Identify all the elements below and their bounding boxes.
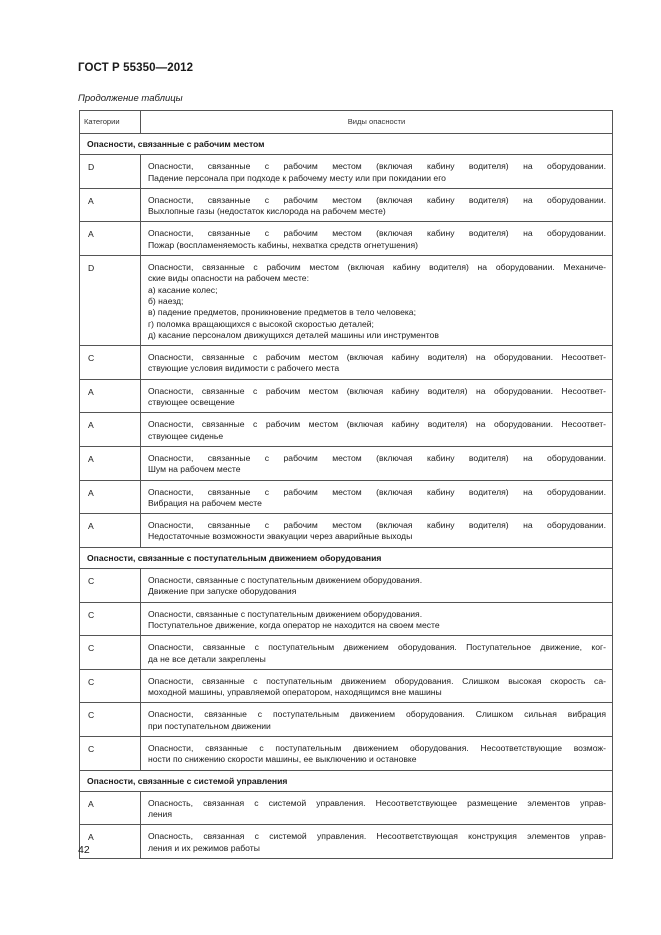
- description-line: ствующее освещение: [148, 397, 235, 408]
- description-line: Опасности, связанные с рабочим местом (включая кабину водителя) на оборудовании. Несоответ-: [148, 385, 606, 396]
- description-line: ствующее сиденье: [148, 430, 224, 441]
- hazard-description-cell: [141, 346, 613, 380]
- description-line: ления и их режимов работы: [148, 842, 260, 853]
- category-cell: А: [80, 480, 141, 514]
- table-body: [80, 134, 613, 859]
- hazard-description-cell: [141, 188, 613, 222]
- hazard-description-cell: [141, 446, 613, 480]
- description-line: в) падение предметов, проникновение предметов в тело человека;: [148, 307, 416, 318]
- table-row: [80, 446, 613, 480]
- hazard-description-cell: [141, 636, 613, 670]
- hazard-description-cell: [141, 256, 613, 346]
- section-title: Опасности, связанные с поступательным движением оборудования: [80, 547, 613, 568]
- description-line: Опасности, связанные с поступательным движением оборудования. Слишком высокая скорость са-: [148, 675, 606, 686]
- table-row: [80, 346, 613, 380]
- category-cell: С: [80, 736, 141, 770]
- description-line: Недостаточные возможности эвакуации через аварийные выходы: [148, 531, 413, 542]
- description-line: Выхлопные газы (недостаток кислорода на рабочем месте): [148, 206, 386, 217]
- description-line: Опасности, связанные с рабочим местом (включая кабину водителя) на оборудовании.: [148, 486, 606, 497]
- hazard-description-cell: [141, 703, 613, 737]
- category-cell: С: [80, 669, 141, 703]
- hazard-description-cell: [141, 222, 613, 256]
- hazard-description-cell: [141, 413, 613, 447]
- description-line: Опасности, связанные с поступательным движением оборудования. Слишком сильная вибрация: [148, 709, 606, 720]
- hazard-description-cell: [141, 791, 613, 825]
- section-header-row: [80, 770, 613, 791]
- category-cell: А: [80, 188, 141, 222]
- table-row: [80, 569, 613, 603]
- description-line: б) наезд;: [148, 295, 184, 306]
- table-row: [80, 825, 613, 859]
- category-cell: А: [80, 825, 141, 859]
- description-line: Опасности, связанные с рабочим местом (включая кабину водителя) на оборудовании. Несоответ-: [148, 352, 606, 363]
- page-number: 42: [78, 844, 90, 856]
- table-row: [80, 636, 613, 670]
- hazard-description-cell: [141, 825, 613, 859]
- category-cell: А: [80, 222, 141, 256]
- category-cell: С: [80, 602, 141, 636]
- hazard-description-cell: [141, 155, 613, 189]
- table-row: [80, 155, 613, 189]
- description-line: ские виды опасности на рабочем месте:: [148, 273, 309, 284]
- description-line: Поступательное движение, когда оператор не находится на своем месте: [148, 619, 440, 630]
- hazard-description-cell: [141, 379, 613, 413]
- section-header-row: [80, 134, 613, 155]
- description-line: ности по снижению скорости машины, ее выключению и остановке: [148, 754, 417, 765]
- description-line: Опасности, связанные с рабочим местом (включая кабину водителя) на оборудовании. Механиче-: [148, 262, 606, 273]
- description-line: Вибрация на рабочем месте: [148, 497, 262, 508]
- description-line: Падение персонала при подходе к рабочему месту или при покидании его: [148, 172, 446, 183]
- table-row: [80, 514, 613, 548]
- description-line: г) поломка вращающихся с высокой скоростью деталей;: [148, 318, 374, 329]
- category-cell: С: [80, 569, 141, 603]
- table-row: [80, 669, 613, 703]
- table-caption: Продолжение таблицы: [78, 93, 183, 104]
- description-line: Опасности, связанные с поступательным движением оборудования. Поступательное движение, ког-: [148, 642, 606, 653]
- table-row: [80, 379, 613, 413]
- category-cell: А: [80, 791, 141, 825]
- category-cell: А: [80, 446, 141, 480]
- category-cell: D: [80, 256, 141, 346]
- description-line: Опасности, связанные с рабочим местом (включая кабину водителя) на оборудовании.: [148, 194, 606, 205]
- description-line: Опасности, связанные с поступательным движением оборудования.: [148, 608, 423, 619]
- category-cell: С: [80, 346, 141, 380]
- section-title: Опасности, связанные с системой управления: [80, 770, 613, 791]
- description-line: при поступательном движении: [148, 720, 271, 731]
- category-cell: С: [80, 703, 141, 737]
- table-header-row: [80, 111, 613, 134]
- description-line: Опасность, связанная с системой управления. Несоответствующее размещение элементов управ-: [148, 797, 606, 808]
- table-row: [80, 256, 613, 346]
- description-line: Шум на рабочем месте: [148, 464, 241, 475]
- header-category: Категории: [80, 111, 141, 134]
- section-header-row: [80, 547, 613, 568]
- header-hazard-type: Виды опасности: [141, 111, 613, 134]
- table-row: [80, 222, 613, 256]
- description-line: Опасности, связанные с поступательным движением оборудования.: [148, 575, 423, 586]
- description-line: Опасности, связанные с рабочим местом (включая кабину водителя) на оборудовании.: [148, 161, 606, 172]
- description-line: да не все детали закреплены: [148, 653, 266, 664]
- hazard-description-cell: [141, 602, 613, 636]
- table-row: [80, 188, 613, 222]
- category-cell: А: [80, 379, 141, 413]
- document-title: ГОСТ Р 55350—2012: [78, 62, 194, 74]
- category-cell: С: [80, 636, 141, 670]
- description-line: Опасности, связанные с рабочим местом (включая кабину водителя) на оборудовании.: [148, 520, 606, 531]
- hazard-description-cell: [141, 480, 613, 514]
- hazard-description-cell: [141, 569, 613, 603]
- description-line: д) касание персоналом движущихся деталей машины или инструментов: [148, 329, 439, 340]
- description-line: Опасности, связанные с рабочим местом (включая кабину водителя) на оборудовании.: [148, 452, 606, 463]
- description-line: моходной машины, управляемой оператором, находящимся вне машины: [148, 687, 442, 698]
- description-line: ления: [148, 809, 172, 820]
- description-line: а) касание колес;: [148, 284, 218, 295]
- hazards-table: [79, 110, 613, 859]
- description-line: Опасность, связанная с системой управления. Несоответствующая конструкция элементов управ-: [148, 831, 606, 842]
- description-line: ствующие условия видимости с рабочего места: [148, 363, 340, 374]
- table-row: [80, 791, 613, 825]
- table-row: [80, 736, 613, 770]
- description-line: Опасности, связанные с рабочим местом (включая кабину водителя) на оборудовании. Несоответ-: [148, 419, 606, 430]
- table-row: [80, 480, 613, 514]
- description-line: Движение при запуске оборудования: [148, 586, 297, 597]
- hazard-description-cell: [141, 669, 613, 703]
- section-title: Опасности, связанные с рабочим местом: [80, 134, 613, 155]
- category-cell: А: [80, 413, 141, 447]
- description-line: Пожар (воспламеняемость кабины, нехватка средств огнетушения): [148, 239, 419, 250]
- category-cell: D: [80, 155, 141, 189]
- hazard-description-cell: [141, 514, 613, 548]
- hazard-description-cell: [141, 736, 613, 770]
- table-row: [80, 413, 613, 447]
- description-line: Опасности, связанные с рабочим местом (включая кабину водителя) на оборудовании.: [148, 228, 606, 239]
- table-row: [80, 703, 613, 737]
- description-line: Опасности, связанные с поступательным движением оборудования. Несоответствующие возмож-: [148, 742, 606, 753]
- table-row: [80, 602, 613, 636]
- category-cell: А: [80, 514, 141, 548]
